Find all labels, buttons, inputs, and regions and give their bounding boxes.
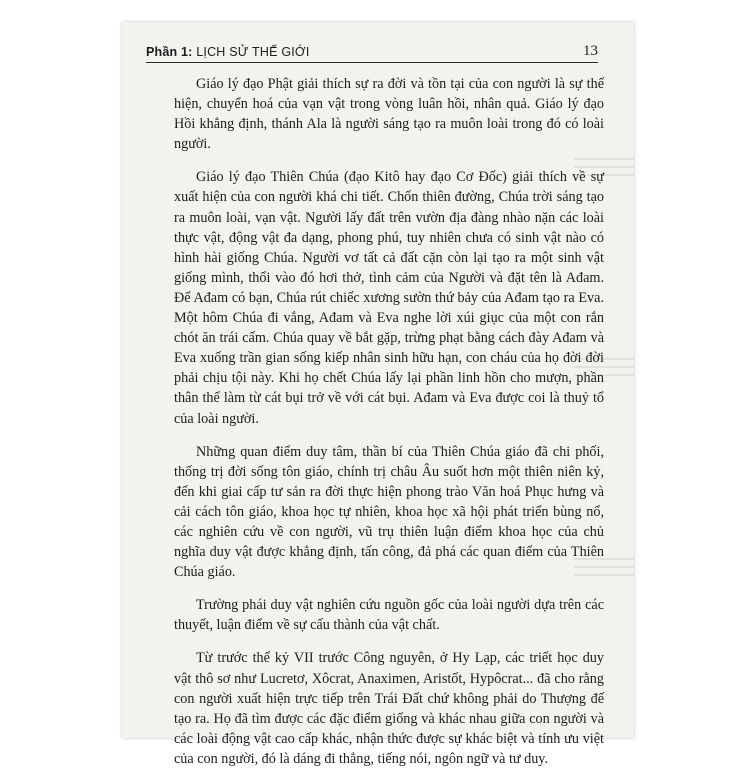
paragraph: Trường phái duy vật nghiên cứu nguồn gốc của loài người dựa trên các thuyết, luận điểm về sự cấu thành của vật chất. — [174, 597, 604, 634]
chapter-title — [146, 45, 310, 59]
book-page — [122, 22, 634, 767]
chapter-part-label: Phần 1: — [146, 45, 193, 59]
body-text — [174, 74, 604, 782]
running-header — [146, 36, 598, 63]
chapter-title-text: LỊCH SỬ THẾ GIỚI — [196, 45, 310, 59]
page-number: 13 — [583, 43, 598, 59]
paragraph: Giáo lý đạo Phật giải thích sự ra đời và tồn tại của con người là sự thể hiện, chuyển hoá của vạn vật trong vòng luân hồi, nhân quả. Giáo lý đạo Hồi khẳng định, thánh Ala là người sáng tạo ra muôn loài trong đó có loài người. — [174, 76, 604, 153]
paragraph: Từ trước thế kỷ VII trước Công nguyên, ở Hy Lạp, các triết học duy vật thô sơ như Lucretơ, Xôcrat, Anaximen, Aristốt, Hypôcrat... đã cho rằng con người xuất hiện trực tiếp trên Trái Đất chứ không phải do Thượng đế tạo ra. Họ đã tìm được các đặc điểm giống và khác nhau giữa con người và các loài động vật cao cấp khác, nhận thức được sự khác biệt và tính ưu việt của con người, đó là dáng đi thẳng, tiếng nói, ngôn ngữ và tư duy. — [174, 650, 604, 767]
paragraph: Những quan điểm duy tâm, thần bí của Thiên Chúa giáo đã chi phối, thống trị đời sống tôn giáo, chính trị châu Âu suốt hơn một thiên niên kỷ, đến khi giai cấp tư sản ra đời thực hiện phong trào Văn hoá Phục hưng và cải cách tôn giáo, khoa học tự nhiên, khoa học xã hội phát triển bùng nổ, các nghiên cứu về con người, vũ trụ thiên luận điểm khoa học của chủ nghĩa duy vật được khẳng định, tấn công, đả phá các quan điểm của Thiên Chúa giáo. — [174, 443, 604, 581]
paragraph: Giáo lý đạo Thiên Chúa (đạo Kitô hay đạo Cơ Đốc) giải thích về sự xuất hiện của con người khá chi tiết. Chốn thiên đường, Chúa trời sáng tạo ra muôn loài, vạn vật. Người lấy đất trên vườn địa đàng nhào nặn các loài thực vật, động vật đa dạng, phong phú, tuy nhiên chưa có sinh vật nào có hình hài giống Chúa. Người vơ tất cả đất cặn còn lại tạo ra một sinh vật giống mình, thổi vào đó hơi thở, tình cảm của Người và đặt tên là Ađam. Để Ađam có bạn, Chúa rút chiếc xương sườn thứ bảy của Ađam tạo ra Eva. Một hôm Chúa đi vắng, Ađam và Eva nghe lời xúi giục của một con rắn chót ăn trái cấm. Chúa quay về bắt gặp, trừng phạt bằng cách đày Ađam và Eva xuống trần gian sống kiếp nhân sinh hữu hạn, con cháu của họ đời đời phải chịu tội này. Khi họ chết Chúa lấy lại phần linh hồn cho mượn, phần thân thể làm từ cát bụi trở về với cát bụi. Ađam và Eva được coi là thuỷ tổ của loài người. — [174, 169, 604, 427]
